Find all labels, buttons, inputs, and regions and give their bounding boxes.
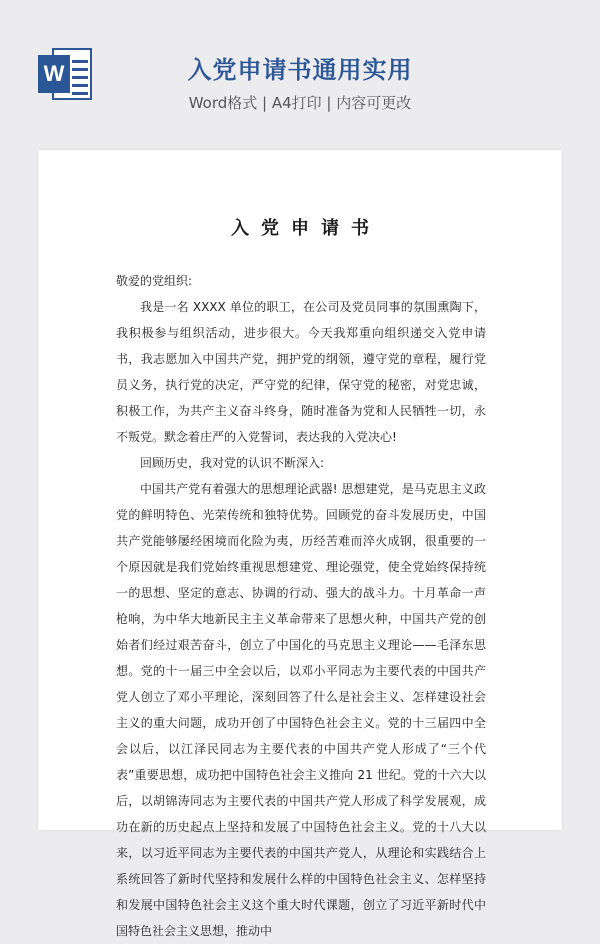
paragraph: 中国共产党有着强大的思想理论武器! 思想建党，是马克思主义政党的鲜明特色、光荣传统和独特优势。回顾党的奋斗发展历史，中国共产党能够屡经困境而化险为夷，历经苦难而淬火成钢，很重要的一个原因就是我们党始终重视思想建党、理论强党，使全党始终保持统一的思想、坚定的意志、协调的行动、强大的战斗力。十月革命一声枪响，为中华大地新民主主义革命带来了思想火种，中国共产党的创始者们经过艰苦奋斗，创立了中国化的马克思主义理论——毛泽东思想。党的十一届三中全会以后，以邓小平同志为主要代表的中国共产党人创立了邓小平理论，深刻回答了什么是社会主义、怎样建设社会主义的重大问题，成功开创了中国特色社会主义。党的十三届四中全会以后，以江泽民同志为主要代表的中国共产党人形成了“三个代表”重要思想，成功把中国特色社会主义推向 21 世纪。党的十六大以后，以胡锦涛同志为主要代表的中国共产党人形成了科学发展观，成功在新的历史起点上坚持和发展了中国特色社会主义。党的十八大以来，以习近平同志为主要代表的中国共产党人，从理论和实践结合上系统回答了新时代坚持和发展什么样的中国特色社会主义、怎样坚持和发展中国特色社会主义这个重大时代课题，创立了习近平新时代中国特色社会主义思想，推动中	[116, 482, 486, 938]
paragraph: 回顾历史，我对党的认识不断深入:	[140, 456, 325, 470]
banner-subtitle: Word格式 | A4打印 | 内容可更改	[188, 94, 412, 112]
paragraph: 我是一名 XXXX 单位的职工，在公司及党员同事的氛围熏陶下，我积极参与组织活动，进步很大。今天我郑重向组织递交入党申请书，我志愿加入中国共产党，拥护党的纲领，遵守党的章程，履行党员义务，执行党的决定，严守党的纪律，保守党的秘密，对党忠诚，积极工作，为共产主义奋斗终身，随时准备为党和人民牺牲一切，永不叛党。默念着庄严的入党誓词，表达我的入党决心!	[116, 300, 486, 444]
document-body	[116, 268, 486, 944]
banner-title: 入党申请书通用实用	[187, 56, 413, 84]
salutation: 敬爱的党组织:	[116, 274, 193, 288]
banner	[0, 0, 600, 150]
document-sheet	[38, 150, 562, 938]
word-icon-badge: W	[38, 55, 70, 93]
document-title: 入党申请书	[231, 218, 381, 239]
